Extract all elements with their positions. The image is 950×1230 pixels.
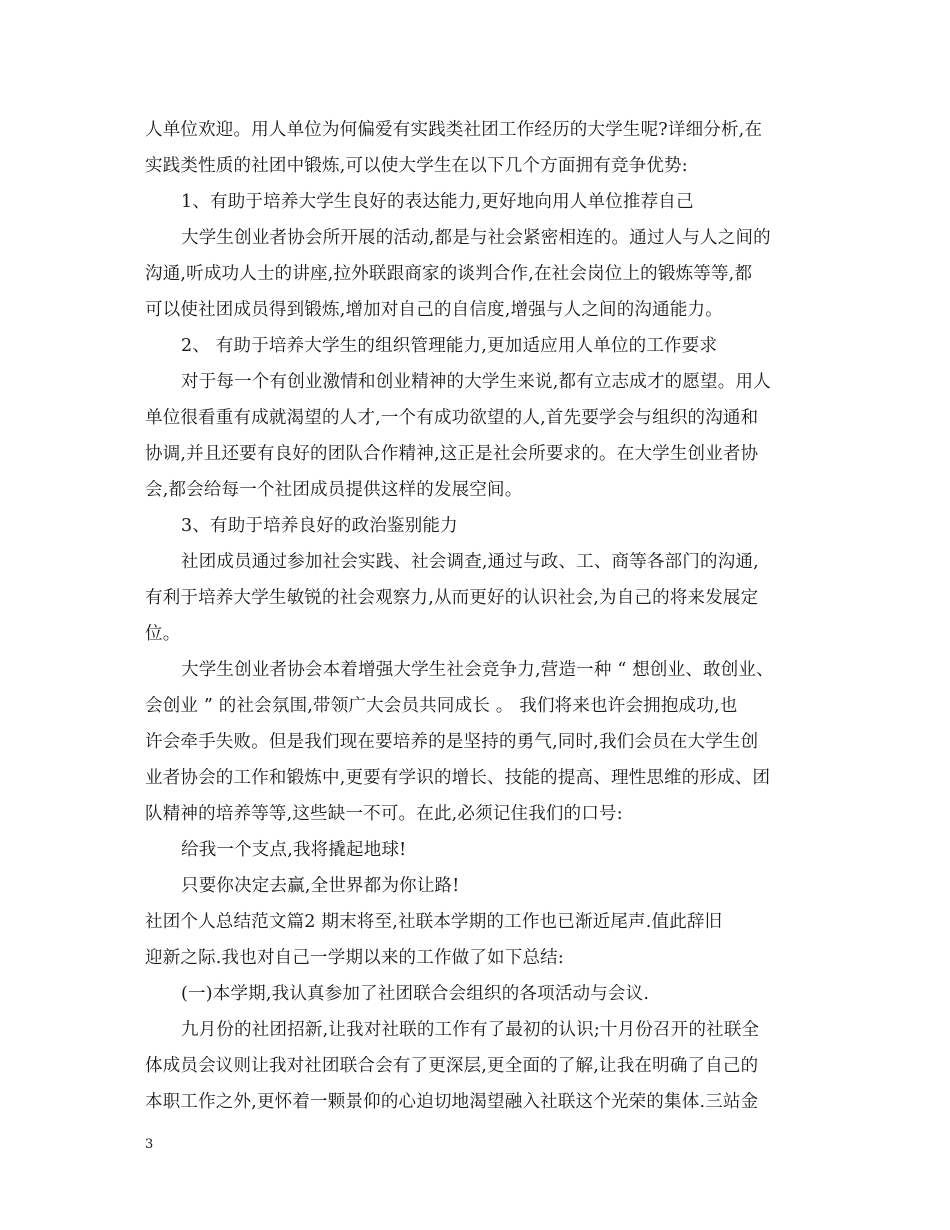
section-heading: 3、有助于培养良好的政治鉴别能力: [181, 516, 458, 536]
text-line: 队精神的培养等等,这些缺一不可。在此,必须记住我们的口号:: [145, 804, 623, 824]
text-line: 沟通,听成功人士的讲座,拉外联跟商家的谈判合作,在社会岗位上的锻炼等等,都: [145, 264, 753, 284]
page-number: 3: [145, 1137, 154, 1152]
text-line: 体成员会议则让我对社团联合会有了更深层,更全面的了解,让我在明确了自己的: [145, 1056, 759, 1076]
text-line: 业者协会的工作和锻炼中,更要有学识的增长、技能的提高、理性思维的形成、团: [145, 768, 771, 788]
article-title-line: 社团个人总结范文篇2 期末将至,社联本学期的工作也已渐近尾声.值此辞旧: [145, 912, 723, 932]
text-line: 实践类性质的社团中锻炼,可以使大学生在以下几个方面拥有竞争优势:: [145, 156, 688, 176]
text-line: 社团成员通过参加社会实践、社会调查,通过与政、工、商等各部门的沟通,: [181, 552, 759, 572]
text-line: 协调,并且还要有良好的团队合作精神,这正是社会所要求的。在大学生创业者协: [145, 444, 759, 464]
section-heading: 1、有助于培养大学生良好的表达能力,更好地向用人单位推荐自己: [181, 192, 694, 212]
text-line: 会,都会给每一个社团成员提供这样的发展空间。: [145, 480, 523, 500]
text-line: 单位很看重有成就渴望的人才,一个有成功欲望的人,首先要学会与组织的沟通和: [145, 408, 759, 428]
text-line: 本职工作之外,更怀着一颗景仰的心迫切地渴望融入社联这个光荣的集体.三站金: [145, 1092, 759, 1112]
text-line: 人单位欢迎。用人单位为何偏爱有实践类社团工作经历的大学生呢?详细分析,在: [145, 120, 763, 140]
text-line: 有利于培养大学生敏锐的社会观察力,从而更好的认识社会,为自己的将来发展定: [145, 588, 759, 608]
text-line: 许会牵手失败。但是我们现在要培养的是坚持的勇气,同时,我们会员在大学生创: [145, 732, 759, 752]
section-heading: (一)本学期,我认真参加了社团联合会组织的各项活动与会议.: [181, 984, 650, 1004]
text-line: 会创业 ” 的社会氛围,带领广大会员共同成长 。 我们将来也许会拥抱成功,也: [145, 696, 738, 716]
text-line: 大学生创业者协会本着增强大学生社会竞争力,营造一种 “ 想创业、敢创业、: [181, 660, 774, 680]
slogan-line: 给我一个支点,我将撬起地球!: [181, 840, 407, 860]
text-line: 位。: [145, 624, 181, 644]
section-heading: 2、 有助于培养大学生的组织管理能力,更加适应用人单位的工作要求: [181, 336, 718, 356]
slogan-line: 只要你决定去赢,全世界都为你让路!: [181, 876, 460, 896]
text-line: 大学生创业者协会所开展的活动,都是与社会紧密相连的。通过人与人之间的: [181, 228, 771, 248]
text-line: 迎新之际.我也对自己一学期以来的工作做了如下总结:: [145, 948, 564, 968]
text-line: 九月份的社团招新,让我对社联的工作有了最初的认识;十月份召开的社联全: [181, 1020, 760, 1040]
text-line: 对于每一个有创业激情和创业精神的大学生来说,都有立志成才的愿望。用人: [181, 372, 771, 392]
text-line: 可以使社团成员得到锻炼,增加对自己的自信度,增强与人之间的沟通能力。: [145, 300, 723, 320]
